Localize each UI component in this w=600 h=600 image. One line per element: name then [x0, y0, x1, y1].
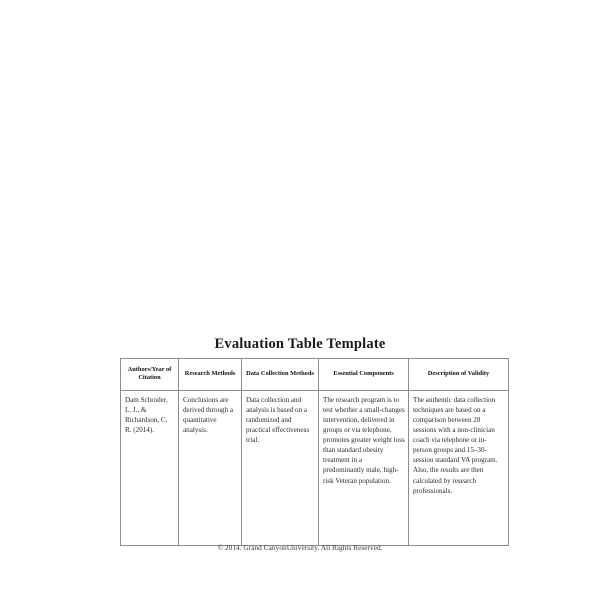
cell-research-methods-text: Conclusions are derived through a quantitative analysis.: [183, 396, 234, 435]
table-header-row: [121, 359, 509, 391]
table-body: [121, 391, 509, 546]
column-header-data-collection-methods: Data Collection Methods: [242, 359, 319, 391]
cell-description-of-validity-text: The authentic data collection techniques are based on a comparison between 28 sessions with a non-clinician coach via telephone or in-person groups and 15–30-session standard VA program. Also, the results are then calculated by research professionals.: [413, 396, 498, 495]
column-header-research-methods: Research Methods: [179, 359, 242, 391]
copyright-footer: © 2014. Grand CanyonUniversity. All Rights Reserved.: [217, 543, 383, 552]
cell-essential-components-text: The research program is to test whether a small-changes intervention, delivered in groups or via telephone, promotes greater weight loss than standard obesity treatment in a predominantly male, high-risk Veteran population.: [323, 396, 405, 485]
cell-data-collection-methods-text: Data collection and analysis is based on a randomized and practical effectiveness trial.: [246, 396, 310, 445]
cell-authors-year: [121, 391, 179, 546]
column-header-essential-components: Essential Components: [319, 359, 409, 391]
cell-essential-components: [319, 391, 409, 546]
column-header-description-of-validity: Description of Validity: [409, 359, 509, 391]
column-header-authors-year: Authors/Year of Citation: [121, 359, 179, 391]
evaluation-table: [120, 358, 509, 546]
page-title: Evaluation Table Template: [214, 336, 386, 352]
cell-research-methods: [179, 391, 242, 546]
cell-description-of-validity: [409, 391, 509, 546]
table-row: [121, 391, 509, 546]
cell-data-collection-methods: [242, 391, 319, 546]
table-header: [121, 359, 509, 391]
cell-authors-year-text: Dam Schroder, L. J., & Richardson, C. R. (2014).: [125, 396, 168, 435]
evaluation-table-container: [120, 358, 498, 546]
